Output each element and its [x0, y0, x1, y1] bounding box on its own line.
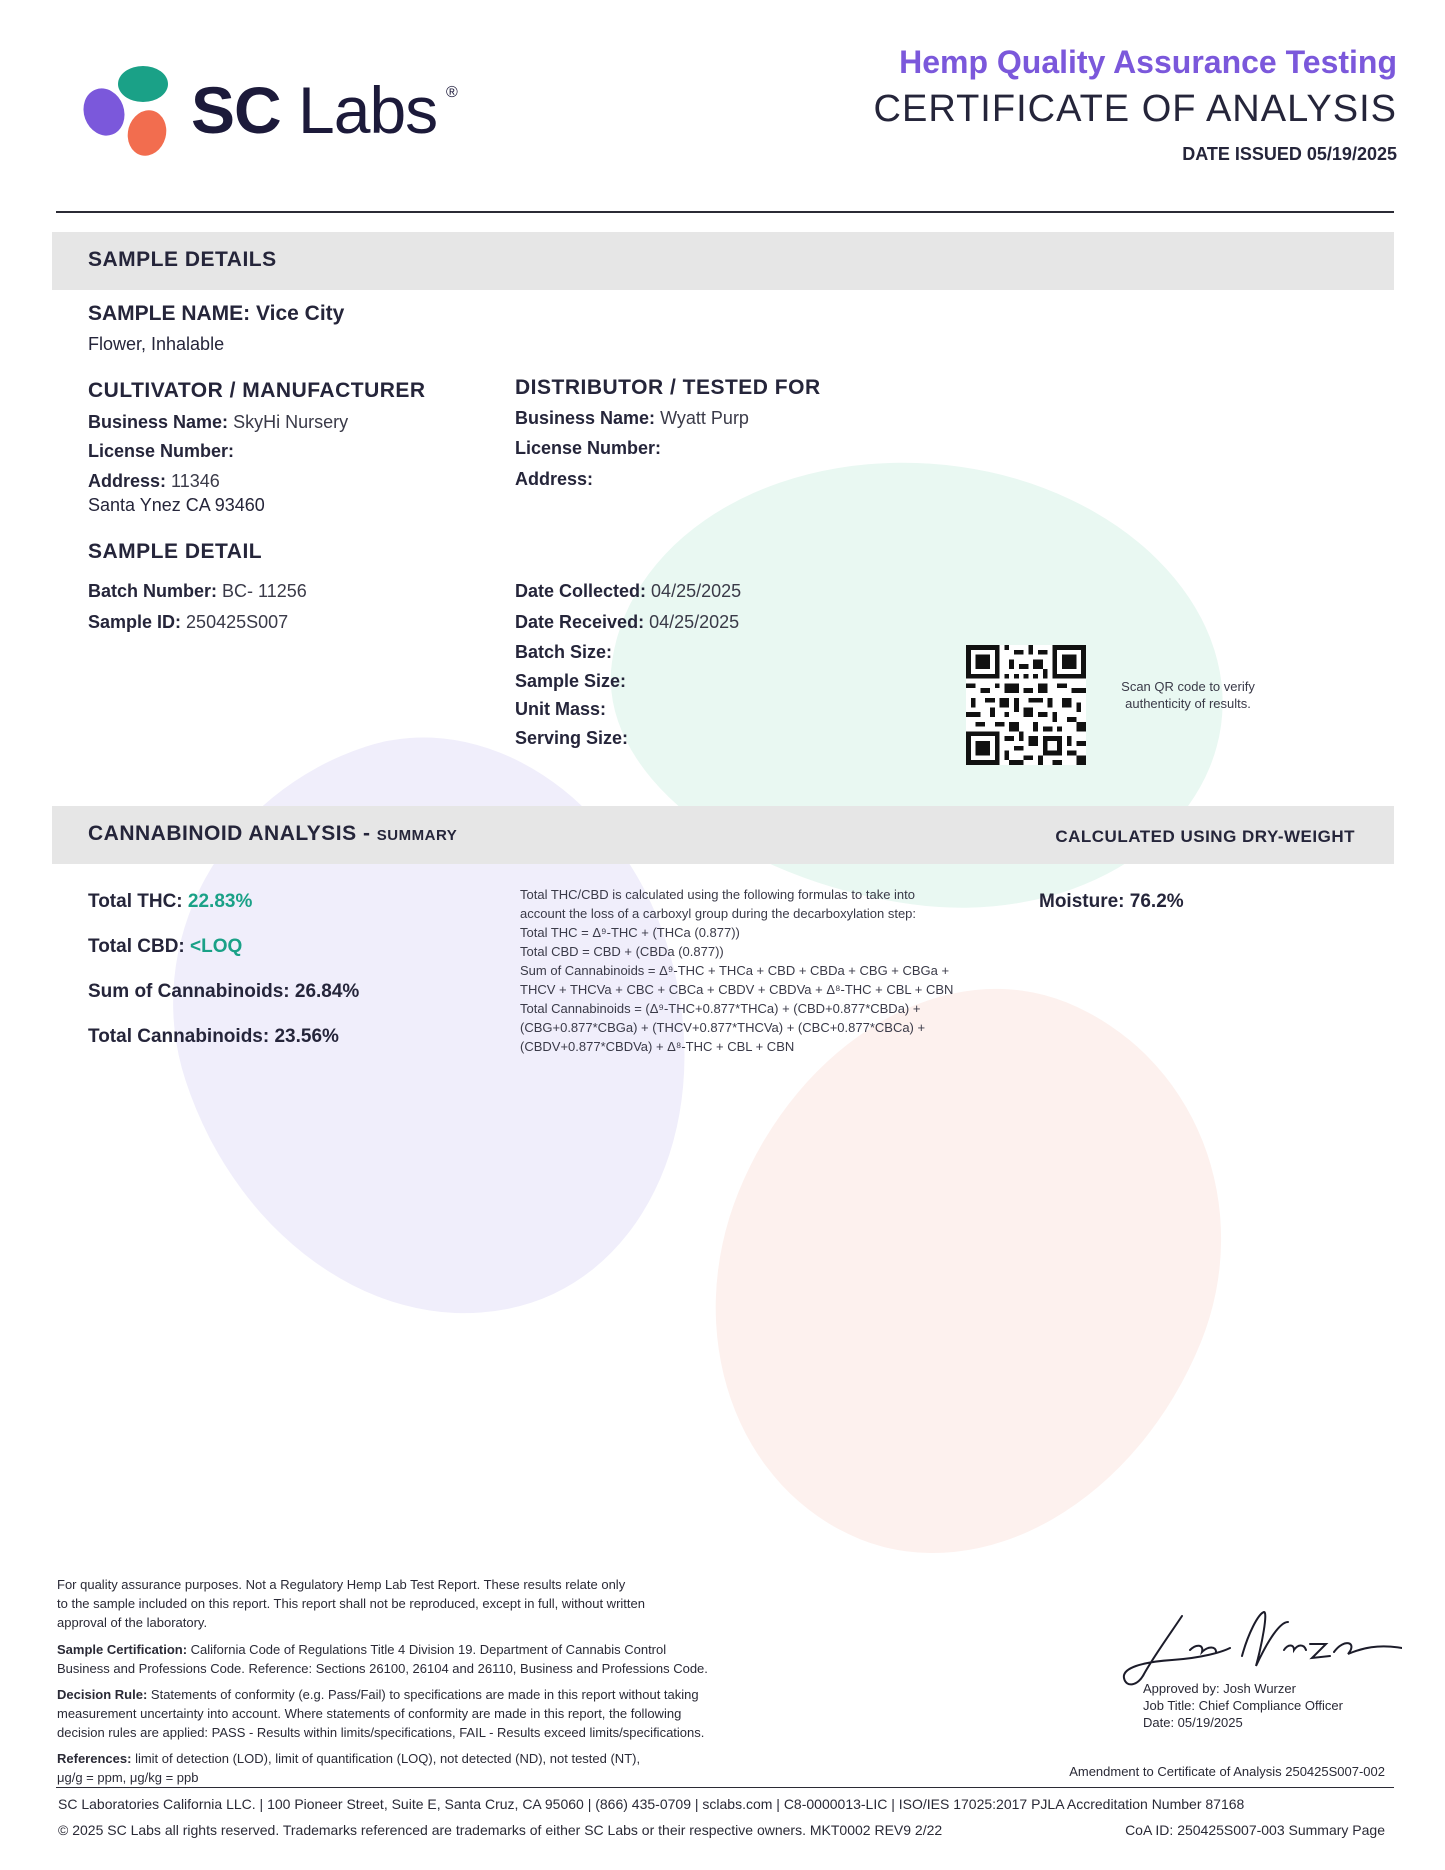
- sample-id-value: 250425S007: [186, 612, 289, 632]
- distributor-address-row: [515, 469, 593, 490]
- decision-label: Decision Rule:: [57, 1687, 148, 1702]
- distributor-heading: DISTRIBUTOR / TESTED FOR: [515, 376, 821, 399]
- formula-line: account the loss of a carboxyl group during the decarboxylation step:: [520, 906, 917, 921]
- references-line: limit of detection (LOD), limit of quantification (LOQ), not detected (ND), not tested (NT),: [135, 1751, 641, 1766]
- date-collected-row: [515, 581, 741, 602]
- formula-line: Sum of Cannabinoids = Δ⁹-THC + THCa + CBD + CBDa + CBG + CBGa +: [520, 963, 950, 978]
- distributor-business-row: [515, 408, 749, 429]
- formula-line: Total THC = Δ⁹-THC + (THCa (0.877)): [520, 925, 740, 940]
- total-thc-label: Total THC:: [88, 891, 183, 912]
- cultivator-address-line1: 11346: [171, 471, 220, 491]
- logo-wordmark: [191, 72, 437, 148]
- formula-notes: [520, 885, 1000, 1056]
- cultivator-address-row: [88, 471, 220, 492]
- logo-bold-text: SC: [191, 73, 281, 147]
- batch-number-row: [88, 581, 307, 602]
- cultivator-address-line2: Santa Ynez CA 93460: [88, 495, 265, 515]
- sample-id-row: [88, 612, 288, 633]
- cultivator-license-label: License Number:: [88, 441, 235, 461]
- dry-weight-note: CALCULATED USING DRY-WEIGHT: [1055, 827, 1355, 846]
- cannabinoid-heading: [88, 822, 457, 846]
- total-cbd-row: [88, 936, 242, 958]
- sample-name-value: Vice City: [256, 302, 345, 325]
- unit-mass-label: Unit Mass:: [515, 699, 607, 719]
- coa-id: CoA ID: 250425S007-003 Summary Page: [1125, 1822, 1385, 1838]
- total-cbd-value: <LOQ: [190, 936, 243, 957]
- logo-dot-orange: [123, 106, 172, 160]
- header-divider: [56, 211, 1394, 213]
- sample-certification: [57, 1640, 817, 1678]
- header-subtitle: Hemp Quality Assurance Testing: [899, 44, 1397, 80]
- distributor-address-label: Address:: [515, 469, 594, 489]
- total-cannabinoids-label: Total Cannabinoids:: [88, 1026, 270, 1047]
- cannabinoid-heading-small: SUMMARY: [376, 827, 458, 844]
- distributor-license-label: License Number:: [515, 438, 662, 458]
- date-collected-label: Date Collected:: [515, 581, 647, 601]
- moisture-row: [1039, 891, 1184, 913]
- qa-line: approval of the laboratory.: [57, 1615, 208, 1630]
- copyright: © 2025 SC Labs all rights reserved. Trademarks referenced are trademarks of either SC Labs or their respective owners. MKT0002 REV9 2/22: [58, 1822, 943, 1838]
- company-info: SC Laboratories California LLC. | 100 Pioneer Street, Suite E, Santa Cruz, CA 95060 | (866) 435-0709 | sclabs.com | C8-0000013-LIC | ISO/IES 17025:2017 PJLA Accreditation Number 87168: [58, 1796, 1245, 1812]
- decision-line: Statements of conformity (e.g. Pass/Fail) to specifications are made in this report without taking: [150, 1687, 699, 1702]
- sum-cannabinoids-label: Sum of Cannabinoids:: [88, 981, 290, 1002]
- qa-disclaimer: [57, 1575, 817, 1632]
- references-label: References:: [57, 1751, 132, 1766]
- formula-line: Total THC/CBD is calculated using the following formulas to take into: [520, 887, 916, 902]
- amendment-note: Amendment to Certificate of Analysis 250425S007-002: [1069, 1764, 1385, 1779]
- date-issued: DATE ISSUED 05/19/2025: [1182, 144, 1397, 164]
- total-cannabinoids-value: 23.56%: [274, 1026, 339, 1047]
- batch-number-label: Batch Number:: [88, 581, 218, 601]
- sum-cannabinoids-row: [88, 981, 359, 1003]
- moisture-value: 76.2%: [1129, 891, 1184, 912]
- decision-line: decision rules are applied: PASS - Results within limits/specifications, FAIL - Results exceed limits/specifications.: [57, 1725, 705, 1740]
- sample-type: Flower, Inhalable: [88, 334, 225, 354]
- formula-line: THCV + THCVa + CBC + CBCa + CBDV + CBDVa + Δ⁸-THC + CBL + CBN: [520, 982, 954, 997]
- cultivator-license-row: [88, 441, 234, 462]
- footer-divider: [56, 1787, 1394, 1788]
- total-thc-row: [88, 891, 252, 913]
- date-received-value: 04/25/2025: [649, 612, 740, 632]
- sample-size-row: [515, 671, 626, 692]
- batch-size-label: Batch Size:: [515, 642, 613, 662]
- cultivator-business-value: SkyHi Nursery: [233, 412, 349, 432]
- decision-rule: [57, 1685, 817, 1742]
- sample-name-row: [88, 302, 344, 326]
- header-title: CERTIFICATE OF ANALYSIS: [873, 88, 1397, 130]
- job-title: Job Title: Chief Compliance Officer: [1143, 1698, 1343, 1713]
- batch-size-row: [515, 642, 612, 663]
- date-collected-value: 04/25/2025: [651, 581, 742, 601]
- cannabinoid-heading-main: CANNABINOID ANALYSIS -: [88, 822, 377, 845]
- sum-cannabinoids-value: 26.84%: [294, 981, 360, 1002]
- decision-line: measurement uncertainty into account. Where statements of conformity are made in this report, the following: [57, 1706, 682, 1721]
- batch-number-value: BC- 11256: [222, 581, 307, 601]
- formula-line: (CBDV+0.877*CBDVa) + Δ⁸-THC + CBL + CBN: [520, 1039, 795, 1054]
- references-line: μg/g = ppm, μg/kg = ppb: [57, 1770, 199, 1785]
- sample-name-label: SAMPLE NAME:: [88, 302, 251, 325]
- logo-light-text: Labs: [298, 73, 438, 147]
- cultivator-business-label: Business Name:: [88, 412, 229, 432]
- approval-block: [1143, 1680, 1343, 1731]
- qa-line: For quality assurance purposes. Not a Regulatory Hemp Lab Test Report. These results relate only: [57, 1577, 626, 1592]
- cert-label: Sample Certification:: [57, 1642, 188, 1657]
- sample-detail-heading: SAMPLE DETAIL: [88, 540, 263, 563]
- date-received-row: [515, 612, 739, 633]
- formula-line: Total CBD = CBD + (CBDa (0.877)): [520, 944, 724, 959]
- distributor-business-value: Wyatt Purp: [660, 408, 749, 428]
- qa-line: to the sample included on this report. This report shall not be reproduced, except in full, without written: [57, 1596, 645, 1611]
- qr-code-icon[interactable]: [966, 645, 1086, 765]
- sample-id-label: Sample ID:: [88, 612, 182, 632]
- logo-dot-teal: [118, 66, 168, 102]
- cert-line: Business and Professions Code. Reference: Sections 26100, 26104 and 26110, Business and Professions Code.: [57, 1661, 708, 1676]
- distributor-license-row: [515, 438, 661, 459]
- cultivator-address-label: Address:: [88, 471, 167, 491]
- date-received-label: Date Received:: [515, 612, 645, 632]
- moisture-label: Moisture:: [1039, 891, 1125, 912]
- qr-note: Scan QR code to verify authenticity of results.: [1121, 679, 1255, 711]
- serving-size-label: Serving Size:: [515, 728, 629, 748]
- sample-size-label: Sample Size:: [515, 671, 627, 691]
- references: [57, 1749, 817, 1787]
- total-cannabinoids-row: [88, 1026, 339, 1048]
- sample-details-heading: SAMPLE DETAILS: [88, 248, 277, 271]
- formula-line: Total Cannabinoids = (Δ⁹-THC+0.877*THCa) + (CBD+0.877*CBDa) +: [520, 1001, 921, 1016]
- cultivator-heading: CULTIVATOR / MANUFACTURER: [88, 379, 426, 402]
- unit-mass-row: [515, 699, 606, 720]
- cultivator-business-row: [88, 412, 348, 433]
- formula-line: (CBG+0.877*CBGa) + (THCV+0.877*THCVa) + (CBC+0.877*CBCa) +: [520, 1020, 926, 1035]
- approved-date: Date: 05/19/2025: [1143, 1715, 1243, 1730]
- approved-by: Approved by: Josh Wurzer: [1143, 1681, 1296, 1696]
- serving-size-row: [515, 728, 628, 749]
- total-cbd-label: Total CBD:: [88, 936, 185, 957]
- registered-mark: ®: [446, 84, 458, 101]
- cert-line: California Code of Regulations Title 4 Division 19. Department of Cannabis Control: [190, 1642, 667, 1657]
- total-thc-value: 22.83%: [187, 891, 253, 912]
- distributor-business-label: Business Name:: [515, 408, 656, 428]
